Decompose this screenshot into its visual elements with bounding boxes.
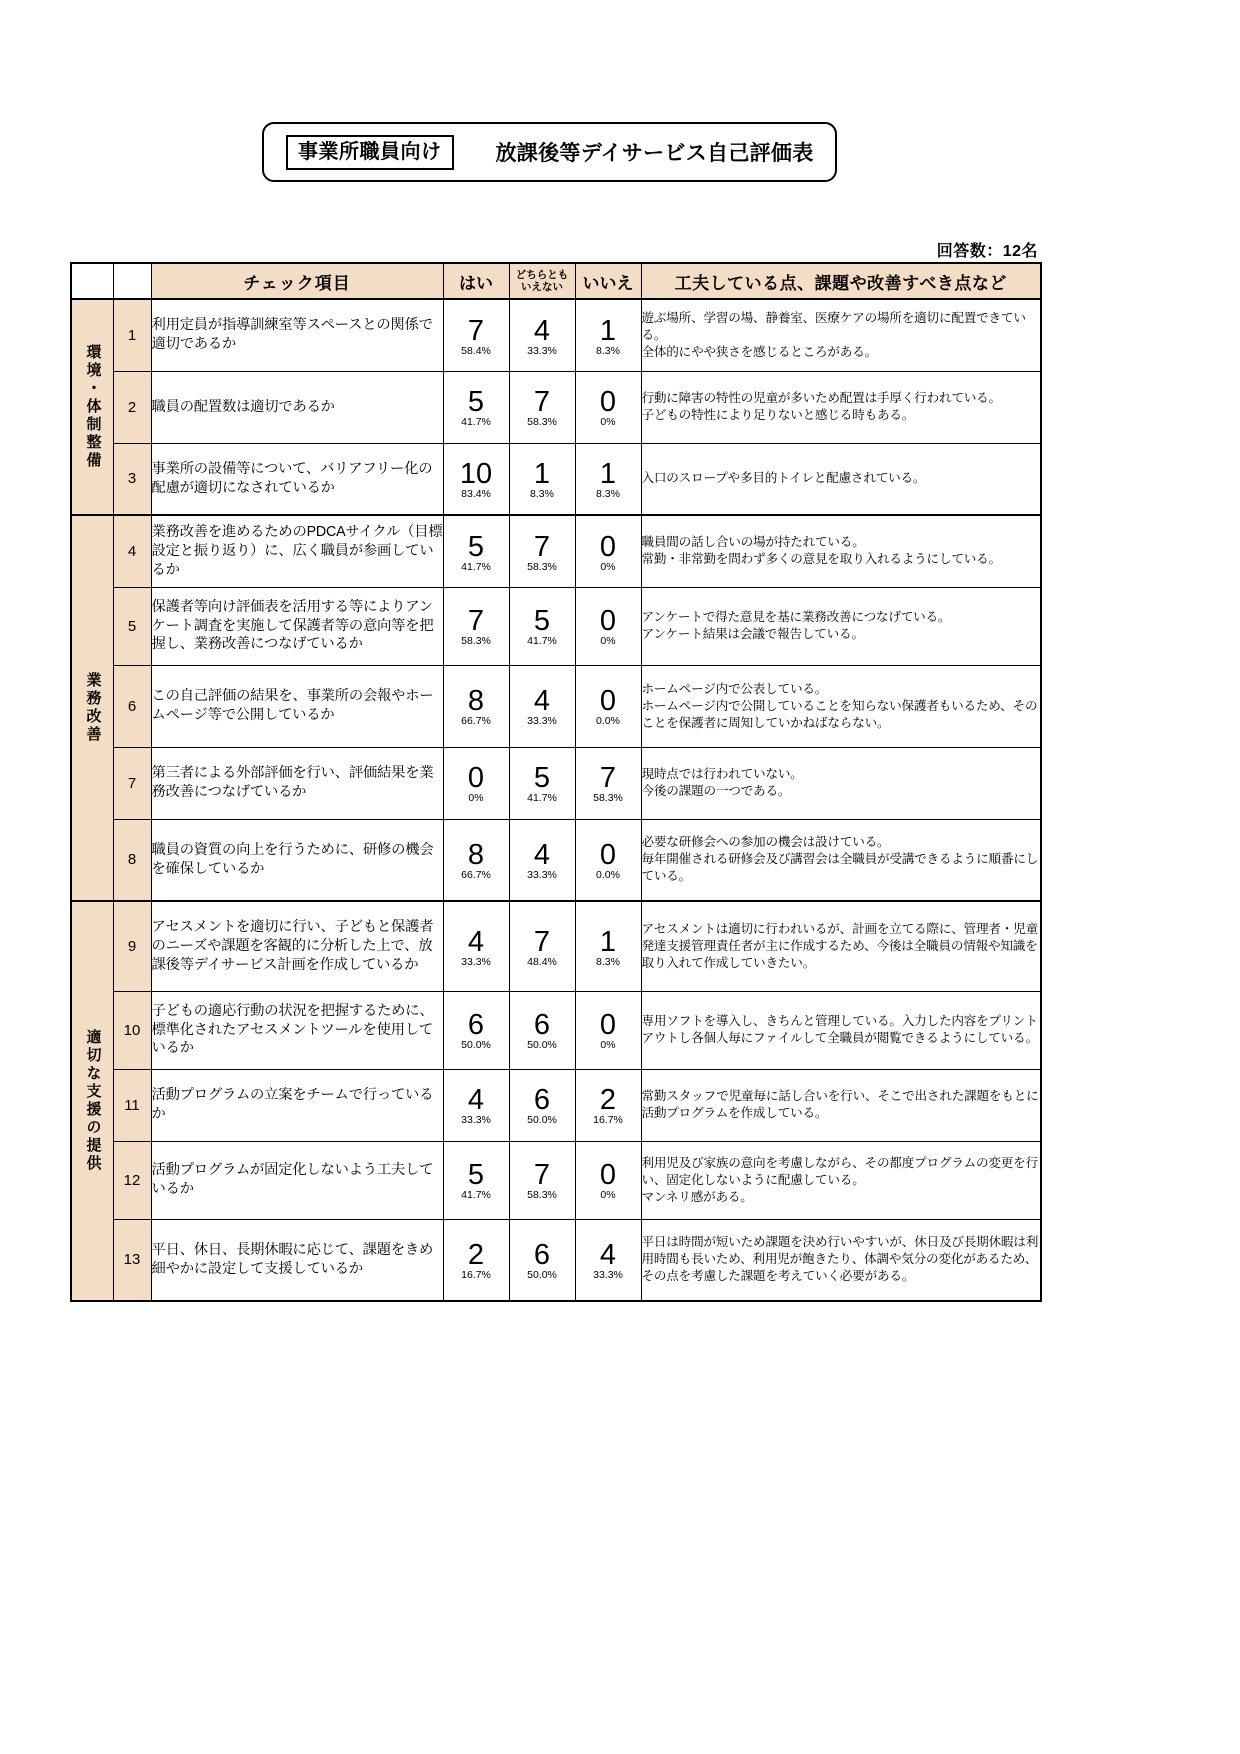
neither-count: 6: [533, 1009, 551, 1042]
no-count-cell: [575, 665, 641, 747]
row-number: 10: [113, 991, 151, 1069]
row-number: 9: [113, 901, 151, 991]
comment-cell: [641, 901, 1041, 991]
neither-percent: 58.3%: [527, 416, 557, 429]
no-count-cell: [575, 371, 641, 443]
neither-count: 6: [533, 1239, 551, 1271]
yes-count: 7: [467, 314, 485, 347]
row-number: 4: [113, 515, 151, 587]
neither-count: 7: [533, 925, 551, 958]
neither-count-cell: [509, 371, 575, 443]
yes-count-cell: [443, 1141, 509, 1219]
header-comment: 工夫している点、課題や改善すべき点など: [641, 263, 1041, 299]
comment-line: ホームページ内で公開していることを知らない保護者もいるため、そのことを保護者に周知していかねばならない。: [641, 698, 1038, 730]
comment-line: 現時点では行われていない。: [641, 767, 803, 781]
row-number: 11: [113, 1069, 151, 1141]
category-label: 適切な支援の提供: [84, 1029, 102, 1173]
yes-percent: 50.0%: [461, 1039, 491, 1052]
neither-percent: 48.4%: [527, 955, 557, 968]
neither-percent: 50.0%: [527, 1114, 557, 1127]
comment-line: 利用児及び家族の意向を考慮しながら、その都度プログラムの変更を行い、固定化しないように配慮している。: [641, 1155, 1038, 1187]
no-count: 1: [599, 458, 617, 490]
yes-count: 7: [467, 605, 485, 638]
neither-count-cell: [509, 299, 575, 371]
comment-cell: [641, 299, 1041, 371]
yes-percent: 58.4%: [461, 344, 491, 357]
page-title: 放課後等デイサービス自己評価表: [495, 142, 814, 165]
comment-line: 専用ソフトを導入し、きちんと管理している。入力した内容をプリントアウトし各個人毎にファイルして全職員が閲覧できるようにしている。: [641, 1014, 1038, 1045]
yes-count: 10: [459, 458, 493, 490]
no-count: 4: [599, 1239, 617, 1271]
no-percent: 0%: [600, 416, 616, 429]
table-row: [71, 819, 1041, 901]
yes-count-cell: [443, 991, 509, 1069]
neither-percent: 50.0%: [527, 1269, 557, 1281]
neither-count: 6: [533, 1084, 551, 1117]
yes-count: 0: [467, 762, 485, 795]
yes-count-cell: [443, 747, 509, 819]
no-percent: 0%: [600, 1189, 616, 1202]
table-header-row: [71, 263, 1041, 299]
no-count-cell: [575, 1141, 641, 1219]
check-item-text: 第三者による外部評価を行い、評価結果を業務改善につなげているか: [151, 747, 443, 819]
yes-count: 5: [467, 386, 485, 419]
no-count-cell: [575, 515, 641, 587]
table-row: [71, 747, 1041, 819]
row-number: 5: [113, 587, 151, 665]
check-item-text: 活動プログラムの立案をチームで行っているか: [151, 1069, 443, 1141]
no-count: 1: [599, 925, 617, 958]
yes-percent: 33.3%: [461, 1114, 491, 1127]
neither-count: 7: [533, 530, 551, 563]
neither-percent: 33.3%: [527, 715, 557, 728]
table-row: [71, 665, 1041, 747]
no-percent: 8.3%: [596, 955, 620, 968]
neither-percent: 58.3%: [527, 1189, 557, 1202]
no-count-cell: [575, 747, 641, 819]
header-check-item: チェック項目: [151, 263, 443, 299]
check-item-text: 事業所の設備等について、バリアフリー化の配慮が適切になされているか: [151, 443, 443, 515]
yes-percent: 83.4%: [461, 488, 491, 500]
category-cell-0: [71, 299, 113, 515]
no-percent: 0%: [600, 560, 616, 573]
check-item-text: アセスメントを適切に行い、子どもと保護者のニーズや課題を客観的に分析した上で、放課後等デイサービス計画を作成しているか: [151, 901, 443, 991]
comment-cell: [641, 991, 1041, 1069]
table-body: [71, 263, 1041, 1301]
neither-count-cell: [509, 747, 575, 819]
comment-line: ホームページ内で公表している。: [641, 681, 828, 696]
yes-count-cell: [443, 515, 509, 587]
comment-line: 毎年開催される研修会及び講習会は全職員が受講できるように順番にしている。: [641, 852, 1039, 884]
no-count: 0: [599, 1159, 617, 1192]
no-count: 2: [599, 1084, 617, 1117]
check-item-text: 子どもの適応行動の状況を把握するために、標準化されたアセスメントツールを使用しているか: [151, 991, 443, 1069]
respondent-count: 回答数：12名: [936, 243, 1038, 260]
comment-line: 全体的にやや狭さを感じるところがある。: [641, 344, 877, 359]
neither-percent: 33.3%: [527, 869, 557, 881]
yes-percent: 58.3%: [461, 635, 491, 648]
neither-count-cell: [509, 819, 575, 901]
document-title-banner: [262, 122, 837, 182]
no-percent: 0%: [600, 635, 616, 648]
table-row: [71, 587, 1041, 665]
comment-line: 行動に障害の特性の児童が多いため配置は手厚く行われている。: [641, 391, 1001, 405]
yes-count-cell: [443, 901, 509, 991]
header-neither: どちらとも いえない: [509, 263, 575, 299]
comment-line: 遊ぶ場所、学習の場、静養室、医療ケアの場所を適切に配置できている。: [641, 310, 1026, 342]
no-count: 1: [599, 314, 617, 347]
neither-percent: 41.7%: [527, 635, 557, 648]
header-no: [113, 263, 151, 299]
header-no: いいえ: [575, 263, 641, 299]
neither-count: 4: [533, 685, 551, 718]
yes-percent: 41.7%: [461, 1189, 491, 1202]
neither-count: 7: [533, 1159, 551, 1192]
comment-line: 常勤・非常勤を問わず多くの意見を取り入れるようにしている。: [641, 552, 1001, 567]
comment-line: 職員間の話し合いの場が持たれている。: [641, 535, 865, 550]
neither-count-cell: [509, 1219, 575, 1301]
comment-cell: [641, 747, 1041, 819]
category-cell-1: [71, 515, 113, 901]
yes-count: 8: [467, 839, 485, 871]
yes-count: 4: [467, 925, 485, 958]
self-evaluation-table: [70, 262, 1042, 1302]
yes-count: 6: [467, 1009, 485, 1042]
no-percent: 8.3%: [596, 344, 620, 357]
row-number: 12: [113, 1141, 151, 1219]
row-number: 7: [113, 747, 151, 819]
check-item-text: 利用定員が指導訓練室等スペースとの関係で適切であるか: [151, 299, 443, 371]
comment-cell: [641, 371, 1041, 443]
no-count-cell: [575, 587, 641, 665]
neither-count: 1: [533, 458, 551, 490]
table-row: [71, 1069, 1041, 1141]
neither-count-cell: [509, 665, 575, 747]
neither-count: 4: [533, 839, 551, 871]
table-row: [71, 299, 1041, 371]
comment-cell: [641, 443, 1041, 515]
table-row: [71, 901, 1041, 991]
yes-count-cell: [443, 1069, 509, 1141]
check-item-text: 保護者等向け評価表を活用する等によりアンケート調査を実施して保護者等の意向等を把握し、業務改善につなげているか: [151, 587, 443, 665]
comment-line: アセスメントは適切に行われいるが、計画を立てる際に、管理者・児童発達支援管理責任者が主に作成するため、今後は全職員の情報や知識を取り入れて作成していきたい。: [641, 921, 1038, 970]
comment-cell: [641, 819, 1041, 901]
check-item-text: 職員の配置数は適切であるか: [151, 371, 443, 443]
row-number: 2: [113, 371, 151, 443]
neither-count-cell: [509, 901, 575, 991]
comment-cell: [641, 1141, 1041, 1219]
no-count-cell: [575, 1219, 641, 1301]
no-percent: 33.3%: [593, 1269, 623, 1281]
check-item-text: 平日、休日、長期休暇に応じて、課題をきめ細やかに設定して支援しているか: [151, 1219, 443, 1301]
category-label: 環境・体制整備: [84, 344, 102, 470]
yes-percent: 33.3%: [461, 955, 491, 968]
no-percent: 0.0%: [596, 869, 620, 881]
no-percent: 0%: [600, 1039, 616, 1052]
comment-line: 常勤スタッフで児童毎に話し合いを行い、そこで出された課題をもとに活動プログラムを作成している。: [641, 1089, 1039, 1120]
no-percent: 16.7%: [593, 1114, 623, 1127]
neither-count: 7: [533, 386, 551, 419]
comment-line: アンケートで得た意見を基に業務改善につなげている。: [641, 610, 951, 624]
no-count: 7: [599, 762, 617, 795]
comment-cell: [641, 587, 1041, 665]
table-row: [71, 1219, 1041, 1301]
table-row: [71, 443, 1041, 515]
yes-count: 5: [467, 1159, 485, 1192]
neither-count-cell: [509, 991, 575, 1069]
neither-count-cell: [509, 1069, 575, 1141]
no-count: 0: [599, 685, 617, 718]
no-percent: 8.3%: [596, 488, 620, 500]
neither-percent: 50.0%: [527, 1039, 557, 1052]
no-count: 0: [599, 386, 617, 419]
yes-count: 5: [467, 530, 485, 563]
category-cell-2: [71, 901, 113, 1301]
header-yes: はい: [443, 263, 509, 299]
neither-count: 5: [533, 762, 551, 795]
yes-count-cell: [443, 443, 509, 515]
comment-line: 子どもの特性により足りないと感じる時もある。: [641, 408, 915, 422]
no-count: 0: [599, 605, 617, 638]
no-count: 0: [599, 839, 617, 871]
yes-count-cell: [443, 299, 509, 371]
comment-line: 入口のスロープや多目的トイレと配慮されている。: [641, 471, 926, 486]
yes-count-cell: [443, 371, 509, 443]
yes-percent: 66.7%: [461, 715, 491, 728]
row-number: 3: [113, 443, 151, 515]
no-count-cell: [575, 991, 641, 1069]
category-label: 業務改善: [84, 672, 102, 744]
comment-line: 今後の課題の一つである。: [641, 784, 791, 798]
neither-percent: 33.3%: [527, 344, 557, 357]
row-number: 6: [113, 665, 151, 747]
neither-count-cell: [509, 1141, 575, 1219]
row-number: 8: [113, 819, 151, 901]
no-percent: 0.0%: [596, 715, 620, 728]
no-count: 0: [599, 1009, 617, 1042]
yes-count: 2: [467, 1239, 485, 1271]
yes-percent: 41.7%: [461, 560, 491, 573]
neither-count: 4: [533, 314, 551, 347]
comment-cell: [641, 515, 1041, 587]
no-count: 0: [599, 530, 617, 563]
neither-count: 5: [533, 605, 551, 638]
check-item-text: 活動プログラムが固定化しないよう工夫しているか: [151, 1141, 443, 1219]
neither-count-cell: [509, 443, 575, 515]
check-item-text: この自己評価の結果を、事業所の会報やホームページ等で公開しているか: [151, 665, 443, 747]
neither-percent: 8.3%: [530, 488, 554, 500]
audience-badge: 事業所職員向け: [286, 135, 454, 170]
table-row: [71, 371, 1041, 443]
no-count-cell: [575, 443, 641, 515]
table-row: [71, 515, 1041, 587]
table-row: [71, 991, 1041, 1069]
yes-percent: 0%: [468, 792, 484, 805]
no-percent: 58.3%: [593, 792, 623, 805]
yes-count-cell: [443, 665, 509, 747]
comment-cell: [641, 1219, 1041, 1301]
no-count-cell: [575, 1069, 641, 1141]
yes-count-cell: [443, 819, 509, 901]
yes-count: 4: [467, 1084, 485, 1117]
yes-count-cell: [443, 587, 509, 665]
row-number: 1: [113, 299, 151, 371]
comment-cell: [641, 1069, 1041, 1141]
comment-line: 平日は時間が短いため課題を決め行いやすいが、休日及び長期休暇は利用時間も長いため、利用児が飽きたり、体調や気分の変化があるため、その点を考慮した課題を考えていく必要がある。: [641, 1235, 1039, 1284]
comment-line: 必要な研修会への参加の機会は設けている。: [641, 835, 890, 850]
yes-count: 8: [467, 685, 485, 718]
table-row: [71, 1141, 1041, 1219]
comment-cell: [641, 665, 1041, 747]
neither-percent: 41.7%: [527, 792, 557, 805]
neither-percent: 58.3%: [527, 560, 557, 573]
header-category: [71, 263, 113, 299]
no-count-cell: [575, 819, 641, 901]
comment-line: マンネリ感がある。: [641, 1189, 753, 1204]
check-item-text: 業務改善を進めるためのPDCAサイクル（目標設定と振り返り）に、広く職員が参画しているか: [151, 515, 443, 587]
check-item-text: 職員の資質の向上を行うために、研修の機会を確保しているか: [151, 819, 443, 901]
neither-count-cell: [509, 515, 575, 587]
row-number: 13: [113, 1219, 151, 1301]
yes-percent: 16.7%: [461, 1269, 491, 1281]
yes-count-cell: [443, 1219, 509, 1301]
no-count-cell: [575, 901, 641, 991]
no-count-cell: [575, 299, 641, 371]
comment-line: アンケート結果は会議で報告している。: [641, 627, 864, 641]
yes-percent: 66.7%: [461, 869, 491, 881]
neither-count-cell: [509, 587, 575, 665]
yes-percent: 41.7%: [461, 416, 491, 429]
